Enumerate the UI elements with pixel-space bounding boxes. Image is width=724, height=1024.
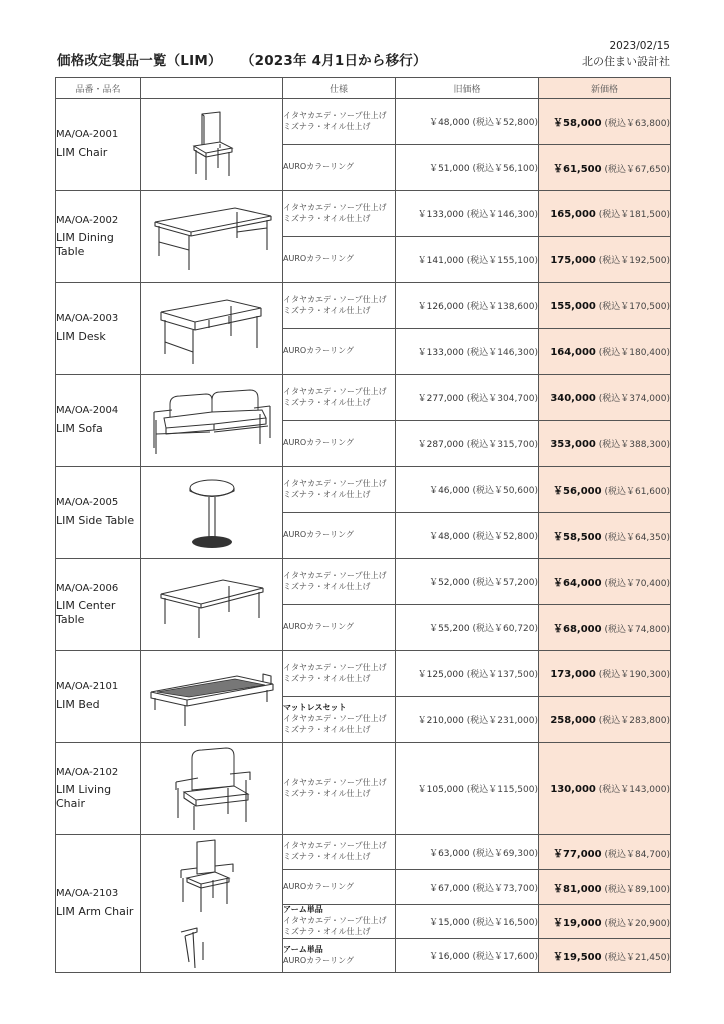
new-price-tax: ￥63,800 [625, 119, 667, 129]
tax-label: 税込 [475, 578, 494, 588]
product-row [56, 191, 671, 237]
new-price-tax: ￥181,500 [620, 210, 667, 220]
old-price: ￥48,000 [429, 118, 470, 128]
product-code-cell [56, 559, 141, 651]
new-price-tax: ￥89,100 [625, 884, 667, 895]
spec-cell [283, 237, 396, 283]
new-price-tax: ￥388,300 [620, 440, 667, 450]
product-code: MA/OA-2102 [56, 766, 119, 778]
product-code-cell [56, 375, 141, 467]
spec-cell [283, 559, 396, 605]
old-price-tax: ￥56,100 [493, 164, 535, 174]
new-price: ￥58,500 [552, 532, 602, 543]
new-price-cell: ￥19,000 (税込￥20,900) [539, 905, 671, 939]
old-price: ￥141,000 [417, 256, 464, 266]
old-price: ￥133,000 [417, 348, 464, 358]
old-price-cell: ￥141,000 (税込￥155,100) [396, 237, 539, 283]
product-row [56, 375, 671, 421]
spec-cell [283, 145, 396, 191]
product-row [56, 467, 671, 513]
new-price-cell: 353,000 (税込￥388,300) [539, 421, 671, 467]
old-price-tax: ￥304,700 [488, 394, 535, 404]
new-price-cell: ￥58,500 (税込￥64,350) [539, 513, 671, 559]
product-image-cell [141, 283, 283, 375]
tax-label: 税込 [602, 302, 621, 312]
product-image-cell [141, 99, 283, 191]
tax-label: 税込 [602, 394, 621, 404]
tax-label: 税込 [470, 785, 489, 795]
old-price-cell: ￥105,000 (税込￥115,500) [396, 743, 539, 835]
tax-label: 税込 [602, 348, 621, 358]
tax-label: 税込 [475, 486, 494, 496]
new-price-cell: ￥77,000 (税込￥84,700) [539, 835, 671, 870]
old-price-cell: ￥133,000 (税込￥146,300) [396, 191, 539, 237]
tax-label: 税込 [475, 848, 494, 859]
spec-line: ミズナラ・オイル仕上げ [283, 724, 371, 734]
spec-line: イタヤカエデ・ソープ仕上げ [283, 570, 387, 580]
title-text: 価格改定製品一覧（LIM） [57, 53, 222, 69]
title-effective-date: （2023年 4月1日から移行） [247, 53, 427, 69]
old-price: ￥46,000 [429, 486, 470, 496]
new-price-tax: ￥84,700 [625, 849, 667, 860]
old-price-tax: ￥16,500 [493, 918, 535, 928]
living-chair-icon [141, 746, 282, 832]
old-price-cell: ￥126,000 (税込￥138,600) [396, 283, 539, 329]
new-price-tax: ￥143,000 [620, 785, 667, 795]
spec-cell [283, 905, 396, 939]
new-price: ￥61,500 [552, 164, 602, 175]
new-price-cell: 164,000 (税込￥180,400) [539, 329, 671, 375]
old-price: ￥126,000 [417, 302, 464, 312]
product-image-cell [141, 191, 283, 283]
new-price-cell: 165,000 (税込￥181,500) [539, 191, 671, 237]
spec-line: ミズナラ・オイル仕上げ [283, 788, 371, 798]
spec-line: AUROカラーリング [283, 438, 355, 448]
new-price: 130,000 [550, 784, 596, 795]
old-price: ￥15,000 [429, 918, 470, 928]
tax-label: 税込 [475, 624, 494, 634]
new-price-tax: ￥190,300 [620, 670, 667, 680]
tax-label: 税込 [607, 849, 626, 860]
old-price-tax: ￥138,600 [488, 302, 535, 312]
new-price-tax: ￥192,500 [620, 256, 667, 266]
new-price: ￥56,000 [552, 486, 602, 497]
product-name: LIM Dining Table [56, 231, 114, 258]
product-code: MA/OA-2003 [56, 313, 119, 325]
new-price: 353,000 [550, 439, 596, 450]
new-price: 165,000 [550, 209, 596, 220]
product-code: MA/OA-2006 [56, 582, 119, 594]
tax-label: 税込 [475, 164, 494, 174]
spec-line: イタヤカエデ・ソープ仕上げ [283, 110, 387, 120]
spec-line: イタヤカエデ・ソープ仕上げ [283, 841, 387, 851]
tax-label: 税込 [602, 440, 621, 450]
spec-cell [283, 467, 396, 513]
product-code: MA/OA-2001 [56, 129, 119, 141]
spec-line: イタヤカエデ・ソープ仕上げ [283, 386, 387, 396]
product-name: LIM Chair [56, 145, 108, 159]
tax-label: 税込 [607, 165, 626, 175]
spec-line: ミズナラ・オイル仕上げ [283, 121, 371, 131]
old-price: ￥52,000 [429, 578, 470, 588]
old-price-cell: ￥133,000 (税込￥146,300) [396, 329, 539, 375]
tax-label: 税込 [470, 440, 489, 450]
new-price-tax: ￥180,400 [620, 348, 667, 358]
product-name: LIM Desk [56, 329, 106, 343]
spec-line: ミズナラ・オイル仕上げ [283, 397, 371, 407]
old-price-tax: ￥52,800 [493, 118, 535, 128]
center-table-icon [141, 568, 282, 642]
product-row [56, 559, 671, 605]
spec-cell [283, 697, 396, 743]
tax-label: 税込 [475, 918, 494, 928]
tax-label: 税込 [475, 952, 494, 962]
new-price: ￥58,000 [552, 118, 602, 129]
old-price-cell: ￥63,000 (税込￥69,300) [396, 835, 539, 870]
old-price: ￥51,000 [429, 164, 470, 174]
tax-label: 税込 [470, 256, 489, 266]
old-price-tax: ￥69,300 [493, 848, 535, 859]
new-price: 155,000 [550, 301, 596, 312]
new-price-tax: ￥20,900 [625, 919, 667, 929]
spec-cell [283, 939, 396, 973]
tax-label: 税込 [607, 884, 626, 895]
new-price-tax: ￥64,350 [625, 533, 667, 543]
product-code: MA/OA-2005 [56, 497, 119, 509]
new-price-cell: 258,000 (税込￥283,800) [539, 697, 671, 743]
new-price-tax: ￥374,000 [620, 394, 667, 404]
old-price-tax: ￥60,720 [493, 624, 535, 634]
old-price: ￥105,000 [417, 785, 464, 795]
old-price-cell: ￥287,000 (税込￥315,700) [396, 421, 539, 467]
old-price-cell: ￥125,000 (税込￥137,500) [396, 651, 539, 697]
tax-label: 税込 [607, 487, 626, 497]
spec-line: ミズナラ・オイル仕上げ [283, 852, 371, 861]
header-spec: 仕様 [283, 78, 396, 99]
arm-chair-icon [141, 838, 282, 970]
spec-cell [283, 329, 396, 375]
spec-line: イタヤカエデ・ソープ仕上げ [283, 202, 387, 212]
new-price-cell: ￥61,500 (税込￥67,650) [539, 145, 671, 191]
tax-label: 税込 [475, 118, 494, 128]
new-price-tax: ￥61,600 [625, 487, 667, 497]
new-price-tax: ￥21,450 [625, 953, 667, 963]
old-price-tax: ￥115,500 [488, 785, 535, 795]
spec-cell [283, 605, 396, 651]
spec-heading: アーム単品 [283, 944, 323, 954]
spec-line: イタヤカエデ・ソープ仕上げ [283, 294, 387, 304]
product-image-cell [141, 651, 283, 743]
dining-table-icon [141, 202, 282, 272]
tax-label: 税込 [470, 394, 489, 404]
old-price-cell: ￥67,000 (税込￥73,700) [396, 870, 539, 905]
spec-line: AUROカラーリング [283, 881, 355, 891]
product-name: LIM Living Chair [56, 783, 112, 810]
product-image-cell [141, 835, 283, 973]
spec-line: ミズナラ・オイル仕上げ [283, 489, 371, 499]
tax-label: 税込 [475, 883, 494, 894]
product-image-cell [141, 743, 283, 835]
spec-line: ミズナラ・オイル仕上げ [283, 581, 371, 591]
tax-label: 税込 [475, 532, 494, 542]
old-price-cell: ￥52,000 (税込￥57,200) [396, 559, 539, 605]
spec-line: ミズナラ・オイル仕上げ [283, 305, 371, 315]
old-price-cell: ￥46,000 (税込￥50,600) [396, 467, 539, 513]
old-price-cell: ￥15,000 (税込￥16,500) [396, 905, 539, 939]
product-image-cell [141, 375, 283, 467]
sofa-icon [141, 384, 282, 458]
old-price-cell: ￥51,000 (税込￥56,100) [396, 145, 539, 191]
spec-line: ミズナラ・オイル仕上げ [283, 213, 371, 223]
tax-label: 税込 [602, 256, 621, 266]
new-price: ￥68,000 [552, 624, 602, 635]
company-name: 北の住まい設計社 [582, 55, 670, 68]
spec-line: AUROカラーリング [283, 955, 355, 965]
header-old-price: 旧価格 [396, 78, 539, 99]
spec-heading: マットレスセット [283, 703, 347, 713]
new-price-cell: ￥64,000 (税込￥70,400) [539, 559, 671, 605]
old-price-tax: ￥315,700 [488, 440, 535, 450]
old-price: ￥277,000 [417, 394, 464, 404]
product-image-cell [141, 467, 283, 559]
tax-label: 税込 [602, 716, 621, 726]
old-price-tax: ￥73,700 [493, 883, 535, 894]
new-price: 175,000 [550, 255, 596, 266]
spec-cell [283, 651, 396, 697]
spec-cell [283, 870, 396, 905]
new-price-cell: 173,000 (税込￥190,300) [539, 651, 671, 697]
new-price-tax: ￥74,800 [625, 625, 667, 635]
new-price: ￥77,000 [552, 848, 602, 860]
product-row [56, 835, 671, 870]
new-price-cell: ￥19,500 (税込￥21,450) [539, 939, 671, 973]
product-code-cell [56, 651, 141, 743]
spec-cell [283, 835, 396, 870]
tax-label: 税込 [470, 302, 489, 312]
old-price-tax: ￥231,000 [488, 716, 535, 726]
old-price-tax: ￥17,600 [493, 952, 535, 962]
spec-cell [283, 375, 396, 421]
old-price: ￥125,000 [417, 670, 464, 680]
tax-label: 税込 [607, 953, 626, 963]
old-price-tax: ￥137,500 [488, 670, 535, 680]
tax-label: 税込 [470, 210, 489, 220]
side-table-icon [141, 476, 282, 550]
new-price: ￥81,000 [552, 883, 602, 895]
spec-line: イタヤカエデ・ソープ仕上げ [283, 714, 387, 724]
new-price-tax: ￥170,500 [620, 302, 667, 312]
old-price-tax: ￥52,800 [493, 532, 535, 542]
old-price-cell: ￥48,000 (税込￥52,800) [396, 513, 539, 559]
header-image [141, 78, 283, 99]
old-price: ￥67,000 [429, 883, 470, 894]
new-price: 164,000 [550, 347, 596, 358]
spec-cell [283, 513, 396, 559]
spec-line: AUROカラーリング [283, 622, 355, 632]
old-price: ￥133,000 [417, 210, 464, 220]
spec-line: イタヤカエデ・ソープ仕上げ [283, 478, 387, 488]
old-price-cell: ￥16,000 (税込￥17,600) [396, 939, 539, 973]
spec-cell [283, 421, 396, 467]
product-name: LIM Center Table [56, 599, 116, 626]
old-price: ￥287,000 [417, 440, 464, 450]
document-date: 2023/02/15 [609, 40, 670, 52]
product-code: MA/OA-2103 [56, 888, 119, 900]
spec-heading: アーム単品 [283, 905, 323, 915]
old-price: ￥55,200 [429, 624, 470, 634]
tax-label: 税込 [607, 119, 626, 129]
new-price: 258,000 [550, 715, 596, 726]
old-price-tax: ￥146,300 [488, 348, 535, 358]
new-price: 340,000 [550, 393, 596, 404]
old-price-tax: ￥155,100 [488, 256, 535, 266]
product-image-cell [141, 559, 283, 651]
product-name: LIM Sofa [56, 421, 103, 435]
product-row [56, 651, 671, 697]
product-code-cell [56, 191, 141, 283]
product-name: LIM Bed [56, 697, 100, 711]
new-price-cell: ￥68,000 (税込￥74,800) [539, 605, 671, 651]
spec-line: ミズナラ・オイル仕上げ [283, 926, 371, 936]
product-code-cell [56, 467, 141, 559]
tax-label: 税込 [602, 670, 621, 680]
header-new-price: 新価格 [539, 78, 671, 99]
spec-line: イタヤカエデ・ソープ仕上げ [283, 777, 387, 787]
tax-label: 税込 [607, 579, 626, 589]
page-title [57, 49, 427, 69]
price-table [55, 77, 671, 973]
tax-label: 税込 [607, 533, 626, 543]
spec-cell [283, 191, 396, 237]
product-code: MA/OA-2002 [56, 214, 119, 226]
product-code-cell [56, 99, 141, 191]
new-price-cell: 155,000 (税込￥170,500) [539, 283, 671, 329]
tax-label: 税込 [470, 670, 489, 680]
spec-cell [283, 99, 396, 145]
new-price: 173,000 [550, 669, 596, 680]
new-price-cell: 130,000 (税込￥143,000) [539, 743, 671, 835]
product-row [56, 283, 671, 329]
spec-line: イタヤカエデ・ソープ仕上げ [283, 916, 387, 926]
old-price-tax: ￥57,200 [493, 578, 535, 588]
spec-cell [283, 743, 396, 835]
old-price-cell: ￥55,200 (税込￥60,720) [396, 605, 539, 651]
new-price: ￥64,000 [552, 578, 602, 589]
old-price: ￥210,000 [417, 716, 464, 726]
old-price-tax: ￥50,600 [493, 486, 535, 496]
spec-cell [283, 283, 396, 329]
tax-label: 税込 [470, 716, 489, 726]
tax-label: 税込 [607, 919, 626, 929]
chair-icon [141, 110, 282, 180]
old-price-cell: ￥277,000 (税込￥304,700) [396, 375, 539, 421]
old-price: ￥48,000 [429, 532, 470, 542]
old-price-cell: ￥210,000 (税込￥231,000) [396, 697, 539, 743]
product-name: LIM Side Table [56, 513, 135, 527]
desk-icon [141, 292, 282, 366]
old-price-cell: ￥48,000 (税込￥52,800) [396, 99, 539, 145]
product-code: MA/OA-2101 [56, 681, 119, 693]
new-price: ￥19,000 [552, 918, 602, 929]
header-code: 品番・品名 [56, 78, 141, 99]
old-price: ￥16,000 [429, 952, 470, 962]
product-row [56, 99, 671, 145]
product-code-cell [56, 283, 141, 375]
product-code-cell [56, 743, 141, 835]
old-price-tax: ￥146,300 [488, 210, 535, 220]
tax-label: 税込 [470, 348, 489, 358]
tax-label: 税込 [602, 210, 621, 220]
new-price-tax: ￥283,800 [620, 716, 667, 726]
new-price-tax: ￥70,400 [625, 579, 667, 589]
new-price-cell: 340,000 (税込￥374,000) [539, 375, 671, 421]
product-code-cell [56, 835, 141, 973]
old-price: ￥63,000 [429, 848, 470, 859]
spec-line: AUROカラーリング [283, 162, 355, 172]
table-header-row [56, 78, 671, 99]
new-price-cell: ￥81,000 (税込￥89,100) [539, 870, 671, 905]
tax-label: 税込 [607, 625, 626, 635]
new-price-cell: 175,000 (税込￥192,500) [539, 237, 671, 283]
spec-line: AUROカラーリング [283, 530, 355, 540]
new-price-cell: ￥58,000 (税込￥63,800) [539, 99, 671, 145]
new-price-cell: ￥56,000 (税込￥61,600) [539, 467, 671, 513]
bed-icon [141, 662, 282, 732]
spec-line: イタヤカエデ・ソープ仕上げ [283, 662, 387, 672]
tax-label: 税込 [602, 785, 621, 795]
product-name: LIM Arm Chair [56, 904, 134, 918]
spec-line: AUROカラーリング [283, 346, 355, 356]
new-price-tax: ￥67,650 [625, 165, 667, 175]
new-price: ￥19,500 [552, 952, 602, 963]
product-code: MA/OA-2004 [56, 405, 119, 417]
spec-line: AUROカラーリング [283, 254, 355, 264]
spec-line: ミズナラ・オイル仕上げ [283, 673, 371, 683]
product-row [56, 743, 671, 835]
